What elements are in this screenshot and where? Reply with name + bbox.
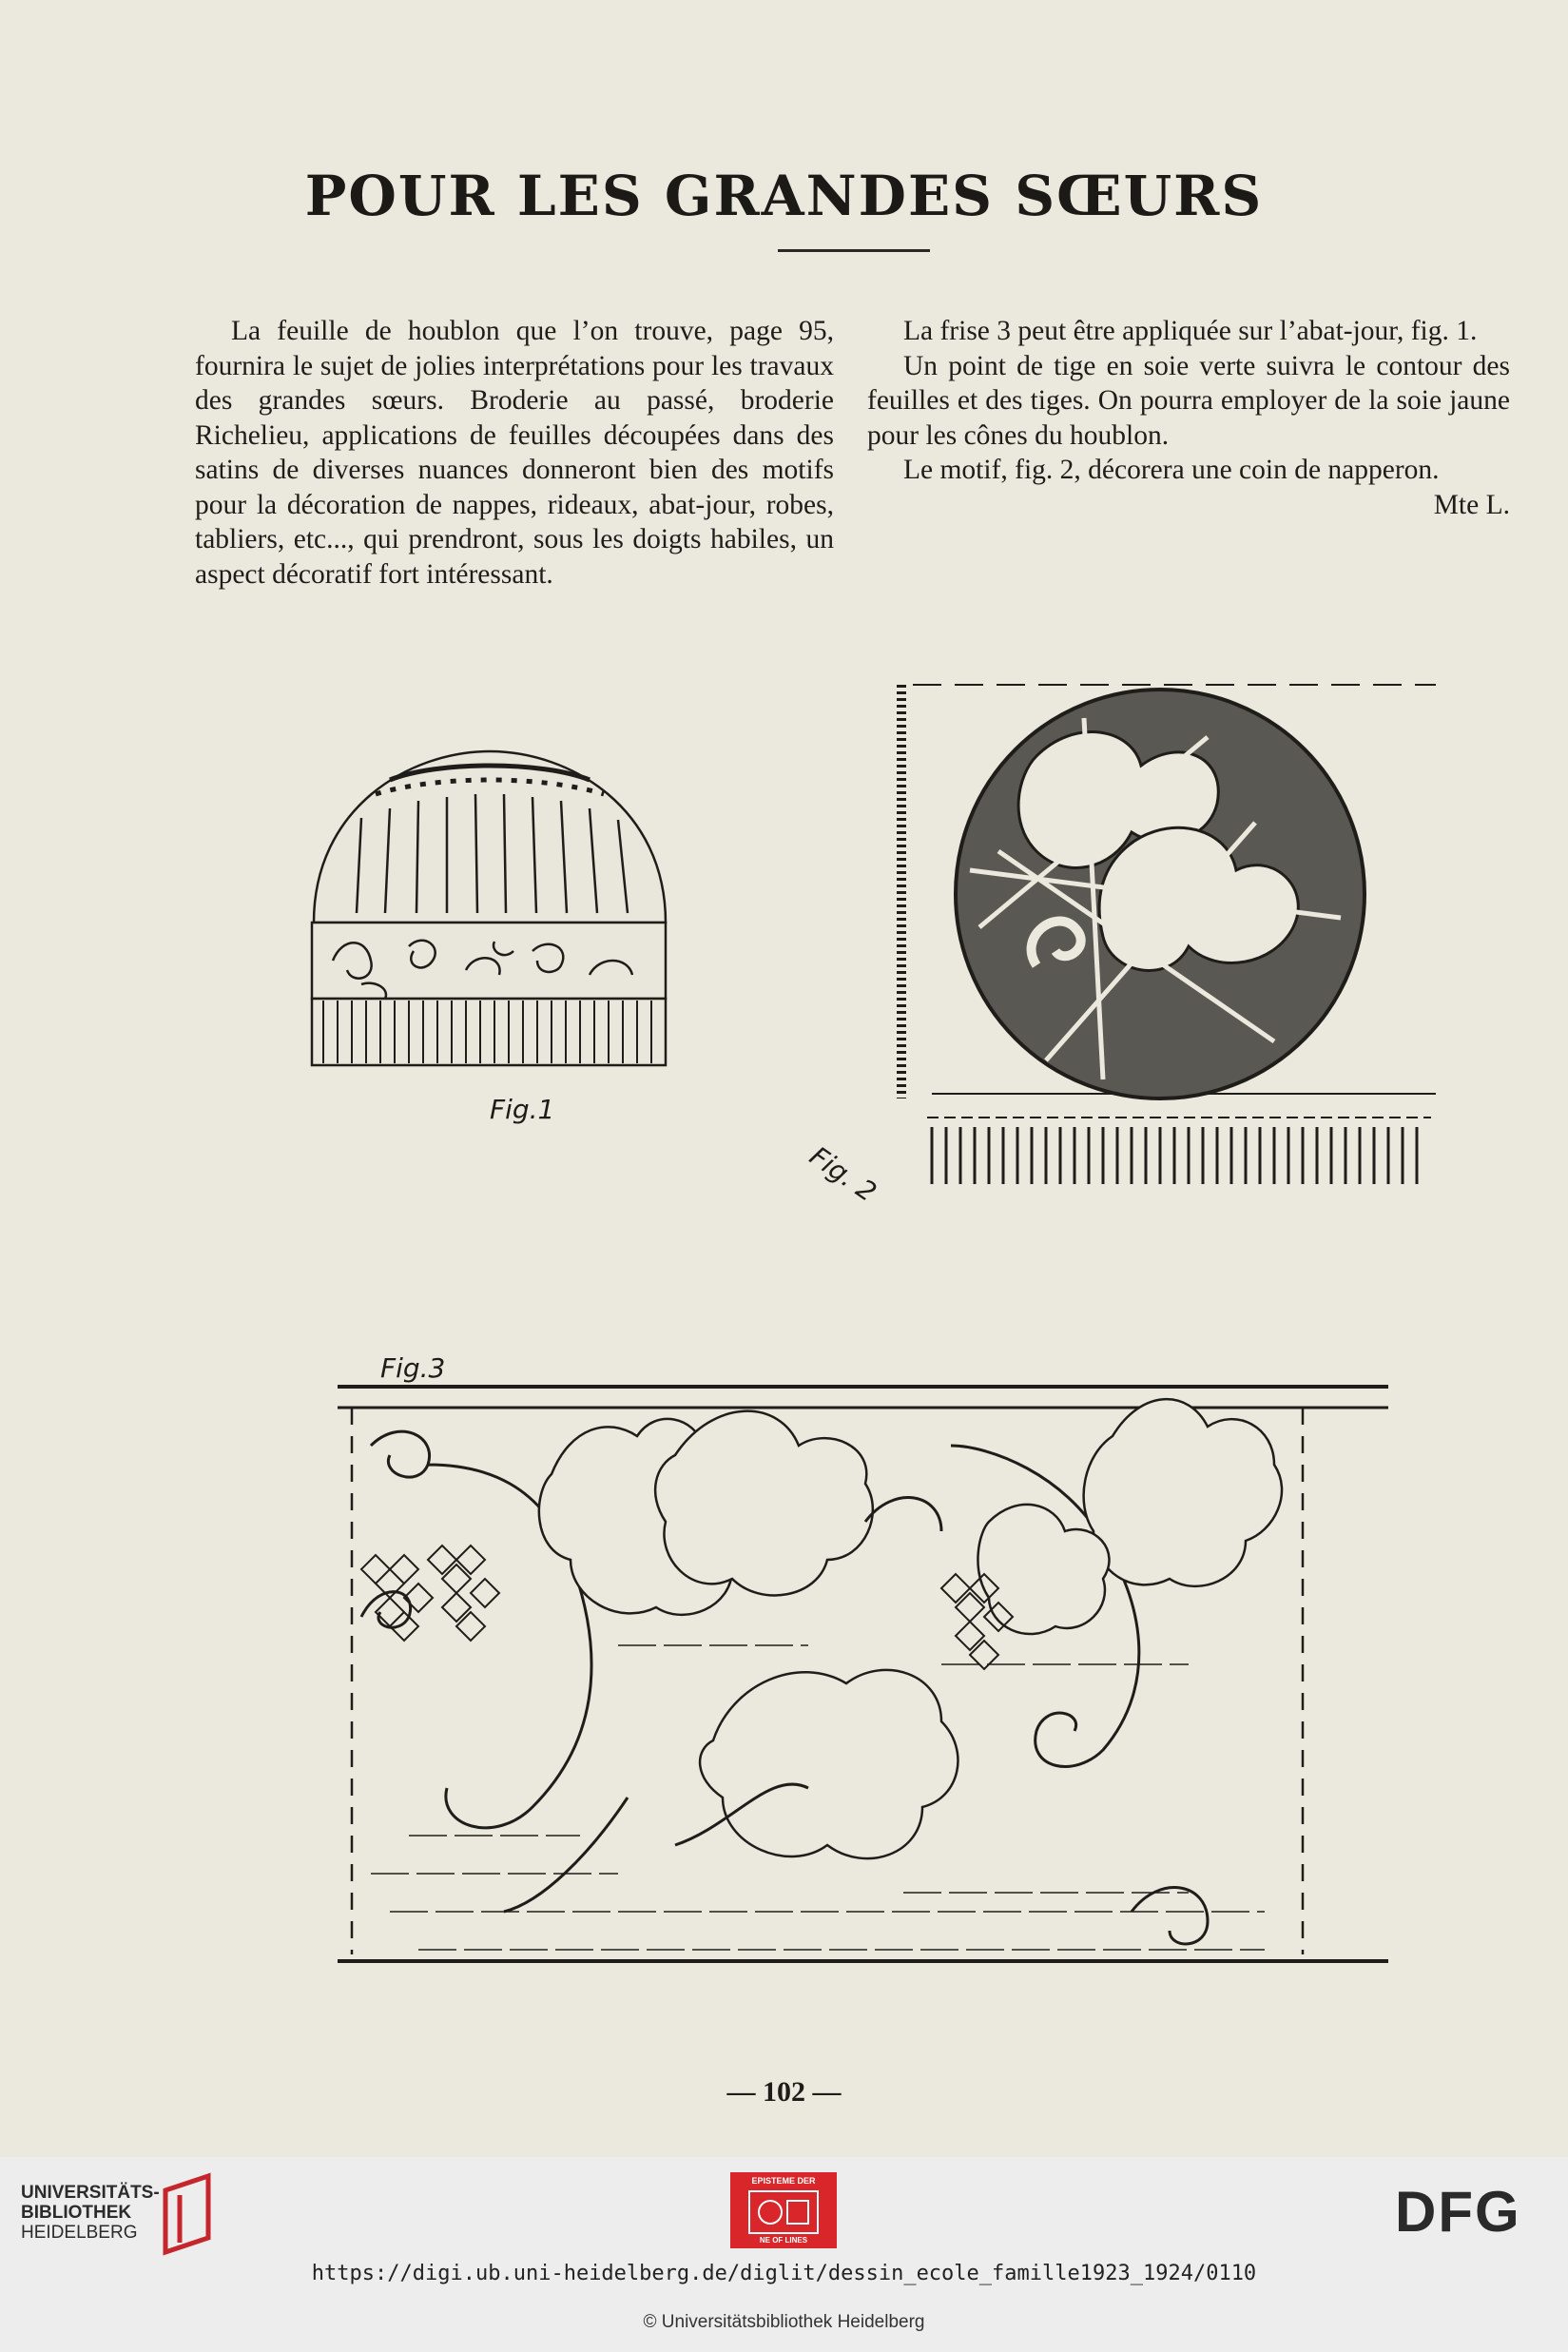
figure-3-label: Fig.3 [380,1352,446,1384]
university-library-logo[interactable] [21,2183,160,2243]
author-signature: Mte L. [1433,489,1510,520]
left-paragraph-1: La feuille de houblon que l’on trouve, page 95, fournira le sujet de jolies interprétations pour les travaux des grandes sœurs. Broderie au passé, broderie Richelieu, applications de feuilles découpées dans des satins de diverses nuances donneront bien des motifs pour la décoration de nappes, rideaux, abat-jour, robes, tabliers, etc..., qui prendront, sous les doigts habiles, un aspect décoratif fort intéressant. [195,316,834,590]
figure-3-hop-frieze-illustration [333,1379,1393,1988]
right-paragraph-3: Le motif, fig. 2, décorera une coin de napperon. [903,455,1440,485]
figure-1-label: Fig.1 [490,1094,555,1125]
copyright-notice: © Universitätsbibliothek Heidelberg [643,2312,925,2332]
library-logo-mark-icon [156,2171,223,2257]
left-column [195,314,834,592]
dfg-logo[interactable]: DFG [1395,2180,1521,2244]
figure-2-label: Fig. 2 [803,1139,882,1209]
page-title: POUR LES GRANDES SŒURS [304,164,1264,228]
figure-2-napkin-corner-illustration [894,680,1441,1198]
episteme-logo[interactable] [730,2172,837,2248]
figure-1-lampshade-illustration [304,742,675,1103]
library-name-line-2: BIBLIOTHEK [21,2203,132,2223]
right-paragraph-2: Un point de tige en soie verte suivra le contour des feuilles et des tiges. On pourra employer de la soie jaune pour les cônes du houblon. [867,350,1510,451]
episteme-logo-mark-icon [747,2189,820,2235]
right-column [867,314,1510,522]
permalink-url[interactable]: https://digi.ub.uni-heidelberg.de/diglit/dessin_ecole_famille1923_1924/0110 [311,2262,1257,2285]
library-name-line-1: UNIVERSITÄTS- [21,2183,160,2203]
episteme-logo-top-text: EPISTEME DER [751,2176,816,2186]
library-name-line-3: HEIDELBERG [21,2223,138,2243]
page-number: — 102 — [726,2076,842,2108]
title-rule [778,249,930,252]
episteme-logo-bottom-text: NE OF LINES [759,2236,808,2245]
right-paragraph-1: La frise 3 peut être appliquée sur l’abat-jour, fig. 1. [903,316,1478,346]
